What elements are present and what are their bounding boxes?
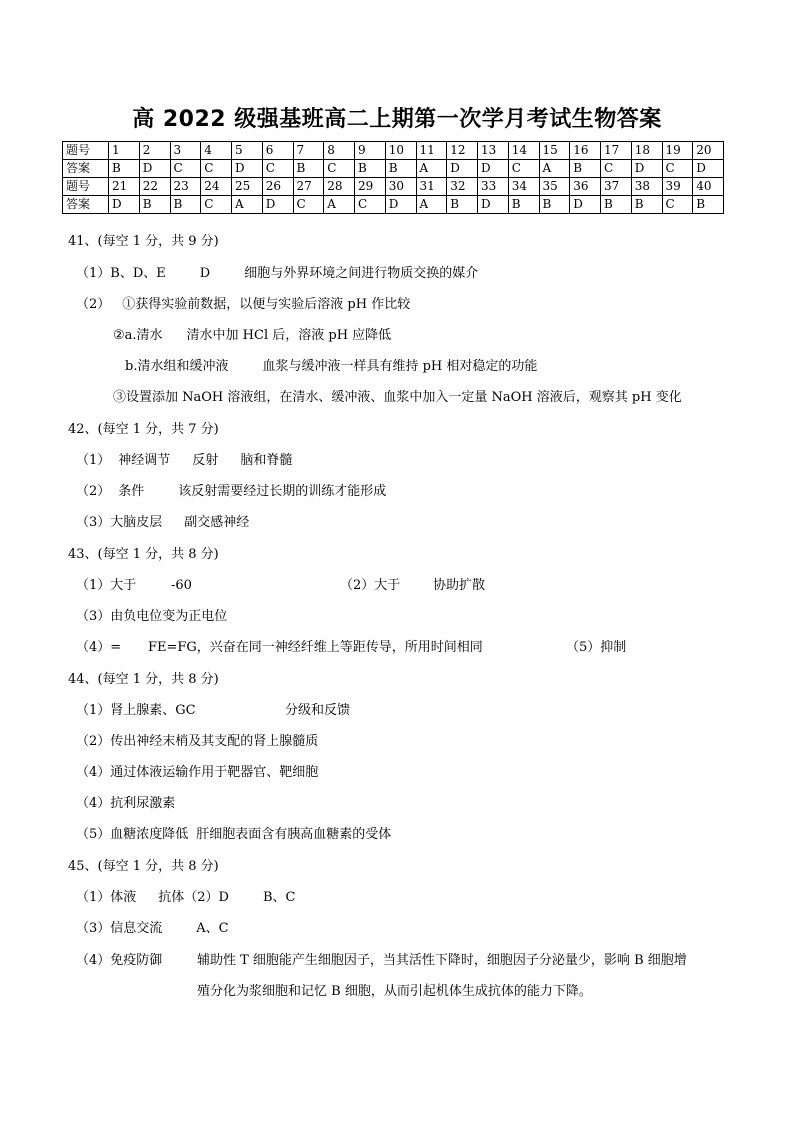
table-cell: 10 — [385, 142, 416, 160]
q45-l1-answer-a: （1）体液 — [76, 890, 137, 905]
q43-l1-answer-b: -60 — [171, 578, 192, 593]
q41-heading: 41、(每空 1 分，共 9 分) — [68, 234, 219, 249]
q45-l1-answer-b: 抗体（2）D — [158, 890, 229, 905]
table-cell: 30 — [385, 178, 416, 196]
table-cell: 15 — [539, 142, 570, 160]
answer-table-row — [63, 160, 724, 178]
table-cell: B — [631, 196, 662, 214]
table-cell: B — [170, 196, 201, 214]
q44-l5-answer-b: 肝细胞表面含有胰高血糖素的受体 — [196, 827, 392, 842]
table-cell: C — [324, 160, 355, 178]
table-cell: 37 — [601, 178, 632, 196]
q43-line1 — [76, 577, 486, 595]
q44-line2: （2）传出神经末梢及其支配的肾上腺髓质 — [76, 734, 319, 749]
table-cell: 13 — [478, 142, 509, 160]
q43-heading: 43、(每空 1 分，共 8 分) — [68, 547, 219, 562]
table-cell: 14 — [508, 142, 539, 160]
table-cell: B — [693, 196, 724, 214]
table-cell: 8 — [324, 142, 355, 160]
q41-l4-answer-a: b.清水组和缓冲液 — [125, 359, 229, 374]
table-cell: D — [447, 160, 478, 178]
table-cell: C — [262, 160, 293, 178]
q41-line4 — [125, 358, 537, 376]
table-cell: 39 — [662, 178, 693, 196]
table-cell: 34 — [508, 178, 539, 196]
q43-l1-answer-c: （2）大于 — [340, 578, 401, 593]
table-cell: C — [601, 160, 632, 178]
table-cell: 11 — [416, 142, 447, 160]
table-cell: 1 — [109, 142, 140, 160]
q42-l2-answer-b: 该反射需要经过长期的训练才能形成 — [178, 484, 387, 499]
table-cell: B — [355, 160, 386, 178]
row-header-cell: 题号 — [63, 178, 109, 196]
table-cell: 40 — [693, 178, 724, 196]
table-cell: 25 — [232, 178, 263, 196]
table-cell: 23 — [170, 178, 201, 196]
q44-line1 — [76, 702, 351, 720]
q44-line3: （4）通过体液运输作用于靶器官、靶细胞 — [76, 765, 319, 780]
q45-line1 — [76, 889, 296, 907]
table-cell: C — [201, 196, 232, 214]
q41-l3-answer-a: ②a.清水 — [113, 328, 163, 343]
q45-line3 — [76, 952, 687, 970]
table-cell: 16 — [570, 142, 601, 160]
table-cell: 31 — [416, 178, 447, 196]
q42-line1 — [76, 452, 292, 470]
table-cell: C — [293, 196, 324, 214]
q42-line3 — [76, 514, 249, 532]
table-cell: 29 — [355, 178, 386, 196]
q45-l2-answer-a: （3）信息交流 — [76, 921, 163, 936]
table-cell: 5 — [232, 142, 263, 160]
table-cell: B — [447, 196, 478, 214]
table-cell: 19 — [662, 142, 693, 160]
q45-l3-answer: 辅助性 T 细胞能产生细胞因子，当其活性下降时，细胞因子分泌量少，影响 B 细胞增 — [197, 953, 687, 968]
q43-l3-answer-a: （4）= — [76, 640, 122, 655]
q44-line4: （4）抗利尿激素 — [76, 796, 176, 811]
table-cell: 12 — [447, 142, 478, 160]
q41-line1 — [76, 265, 478, 283]
table-cell: D — [232, 160, 263, 178]
answer-table — [62, 141, 724, 214]
row-header-cell: 答案 — [63, 196, 109, 214]
q42-l1-answer-c: 脑和脊髓 — [240, 453, 293, 468]
q41-l2-answer: ①获得实验前数据，以便与实验后溶液 pH 作比较 — [122, 297, 411, 312]
table-cell: B — [570, 160, 601, 178]
table-cell: 3 — [170, 142, 201, 160]
q43-l1-answer-a: （1）大于 — [76, 578, 137, 593]
q41-l1-answer-b: D — [199, 266, 211, 281]
q41-l4-answer-b: 血浆与缓冲液一样具有维持 pH 相对稳定的功能 — [262, 359, 538, 374]
table-cell: D — [139, 160, 170, 178]
q43-l3-answer-b: FE=FG，兴奋在同一神经纤维上等距传导，所用时间相同 — [148, 640, 483, 655]
table-cell: C — [508, 160, 539, 178]
table-cell: B — [539, 196, 570, 214]
answer-table-row — [63, 178, 724, 196]
table-cell: 9 — [355, 142, 386, 160]
q42-l3-answer-a: （3）大脑皮层 — [76, 515, 163, 530]
table-cell: D — [385, 196, 416, 214]
q44-l5-answer-a: （5）血糖浓度降低 — [76, 827, 189, 842]
table-cell: D — [693, 160, 724, 178]
table-cell: 26 — [262, 178, 293, 196]
q43-l3-answer-c: （5）抑制 — [566, 640, 627, 655]
q41-l2-label: （2） — [76, 297, 111, 312]
table-cell: B — [385, 160, 416, 178]
table-cell: 33 — [478, 178, 509, 196]
q45-heading: 45、(每空 1 分，共 8 分) — [68, 859, 219, 874]
table-cell: A — [232, 196, 263, 214]
table-cell: C — [170, 160, 201, 178]
q42-l3-answer-b: 副交感神经 — [184, 515, 250, 530]
table-cell: D — [109, 196, 140, 214]
table-cell: D — [478, 196, 509, 214]
q44-l1-answer-b: 分级和反馈 — [285, 703, 351, 718]
q45-line2 — [76, 920, 229, 938]
q45-l2-answer-b: A、C — [196, 921, 229, 936]
table-cell: C — [355, 196, 386, 214]
table-cell: 18 — [631, 142, 662, 160]
table-cell: 24 — [201, 178, 232, 196]
table-cell: 7 — [293, 142, 324, 160]
table-cell: B — [109, 160, 140, 178]
q42-l2-answer-a: 条件 — [118, 484, 145, 499]
q41-l3-answer-b: 清水中加 HCl 后，溶液 pH 应降低 — [186, 328, 392, 343]
q43-line2: （3）由负电位变为正电位 — [76, 609, 228, 624]
q42-line2 — [76, 483, 386, 501]
table-cell: 27 — [293, 178, 324, 196]
table-cell: 38 — [631, 178, 662, 196]
table-cell: C — [201, 160, 232, 178]
table-cell: A — [416, 196, 447, 214]
table-cell: A — [416, 160, 447, 178]
table-cell: D — [478, 160, 509, 178]
table-cell: 28 — [324, 178, 355, 196]
q45-line4: 殖分化为浆细胞和记忆 B 细胞，从而引起机体生成抗体的能力下降。 — [197, 984, 592, 999]
q43-l1-answer-d: 协助扩散 — [433, 578, 486, 593]
q41-line3 — [113, 327, 391, 345]
table-cell: B — [293, 160, 324, 178]
q42-l1-label: （1） — [76, 453, 111, 468]
q41-line5: ③设置添加 NaOH 溶液组，在清水、缓冲液、血浆中加入一定量 NaOH 溶液后，观察其 pH 变化 — [113, 390, 682, 405]
table-cell: 22 — [139, 178, 170, 196]
q45-l1-answer-c: B、C — [262, 890, 296, 905]
table-cell: A — [539, 160, 570, 178]
document-title: 高 2022 级强基班高二上期第一次学月考试生物答案 — [132, 107, 662, 132]
table-cell: C — [662, 160, 693, 178]
q44-line5 — [76, 826, 391, 844]
answer-table-row — [63, 196, 724, 214]
table-cell: 2 — [139, 142, 170, 160]
q41-line2 — [76, 296, 410, 314]
q44-l1-answer-a: （1）肾上腺素、GC — [76, 703, 196, 718]
table-cell: 17 — [601, 142, 632, 160]
table-cell: 20 — [693, 142, 724, 160]
table-cell: D — [631, 160, 662, 178]
table-cell: B — [508, 196, 539, 214]
table-cell: 32 — [447, 178, 478, 196]
q44-heading: 44、(每空 1 分，共 8 分) — [68, 672, 219, 687]
table-cell: 6 — [262, 142, 293, 160]
table-cell: 21 — [109, 178, 140, 196]
table-cell: B — [139, 196, 170, 214]
q42-l2-label: （2） — [76, 484, 111, 499]
q42-l1-answer-b: 反射 — [192, 453, 219, 468]
table-cell: A — [324, 196, 355, 214]
table-cell: C — [662, 196, 693, 214]
table-cell: 4 — [201, 142, 232, 160]
q41-l1-answer-a: （1）B、D、E — [76, 266, 166, 281]
table-cell: 36 — [570, 178, 601, 196]
row-header-cell: 题号 — [63, 142, 109, 160]
q43-line3 — [76, 639, 627, 657]
q42-heading: 42、(每空 1 分，共 7 分) — [68, 422, 219, 437]
row-header-cell: 答案 — [63, 160, 109, 178]
table-cell: B — [601, 196, 632, 214]
q42-l1-answer-a: 神经调节 — [118, 453, 171, 468]
q45-l3-label: （4）免疫防御 — [76, 953, 163, 968]
table-cell: D — [570, 196, 601, 214]
table-cell: D — [262, 196, 293, 214]
table-cell: 35 — [539, 178, 570, 196]
q41-l1-answer-c: 细胞与外界环境之间进行物质交换的媒介 — [244, 266, 479, 281]
answer-table-row — [63, 142, 724, 160]
